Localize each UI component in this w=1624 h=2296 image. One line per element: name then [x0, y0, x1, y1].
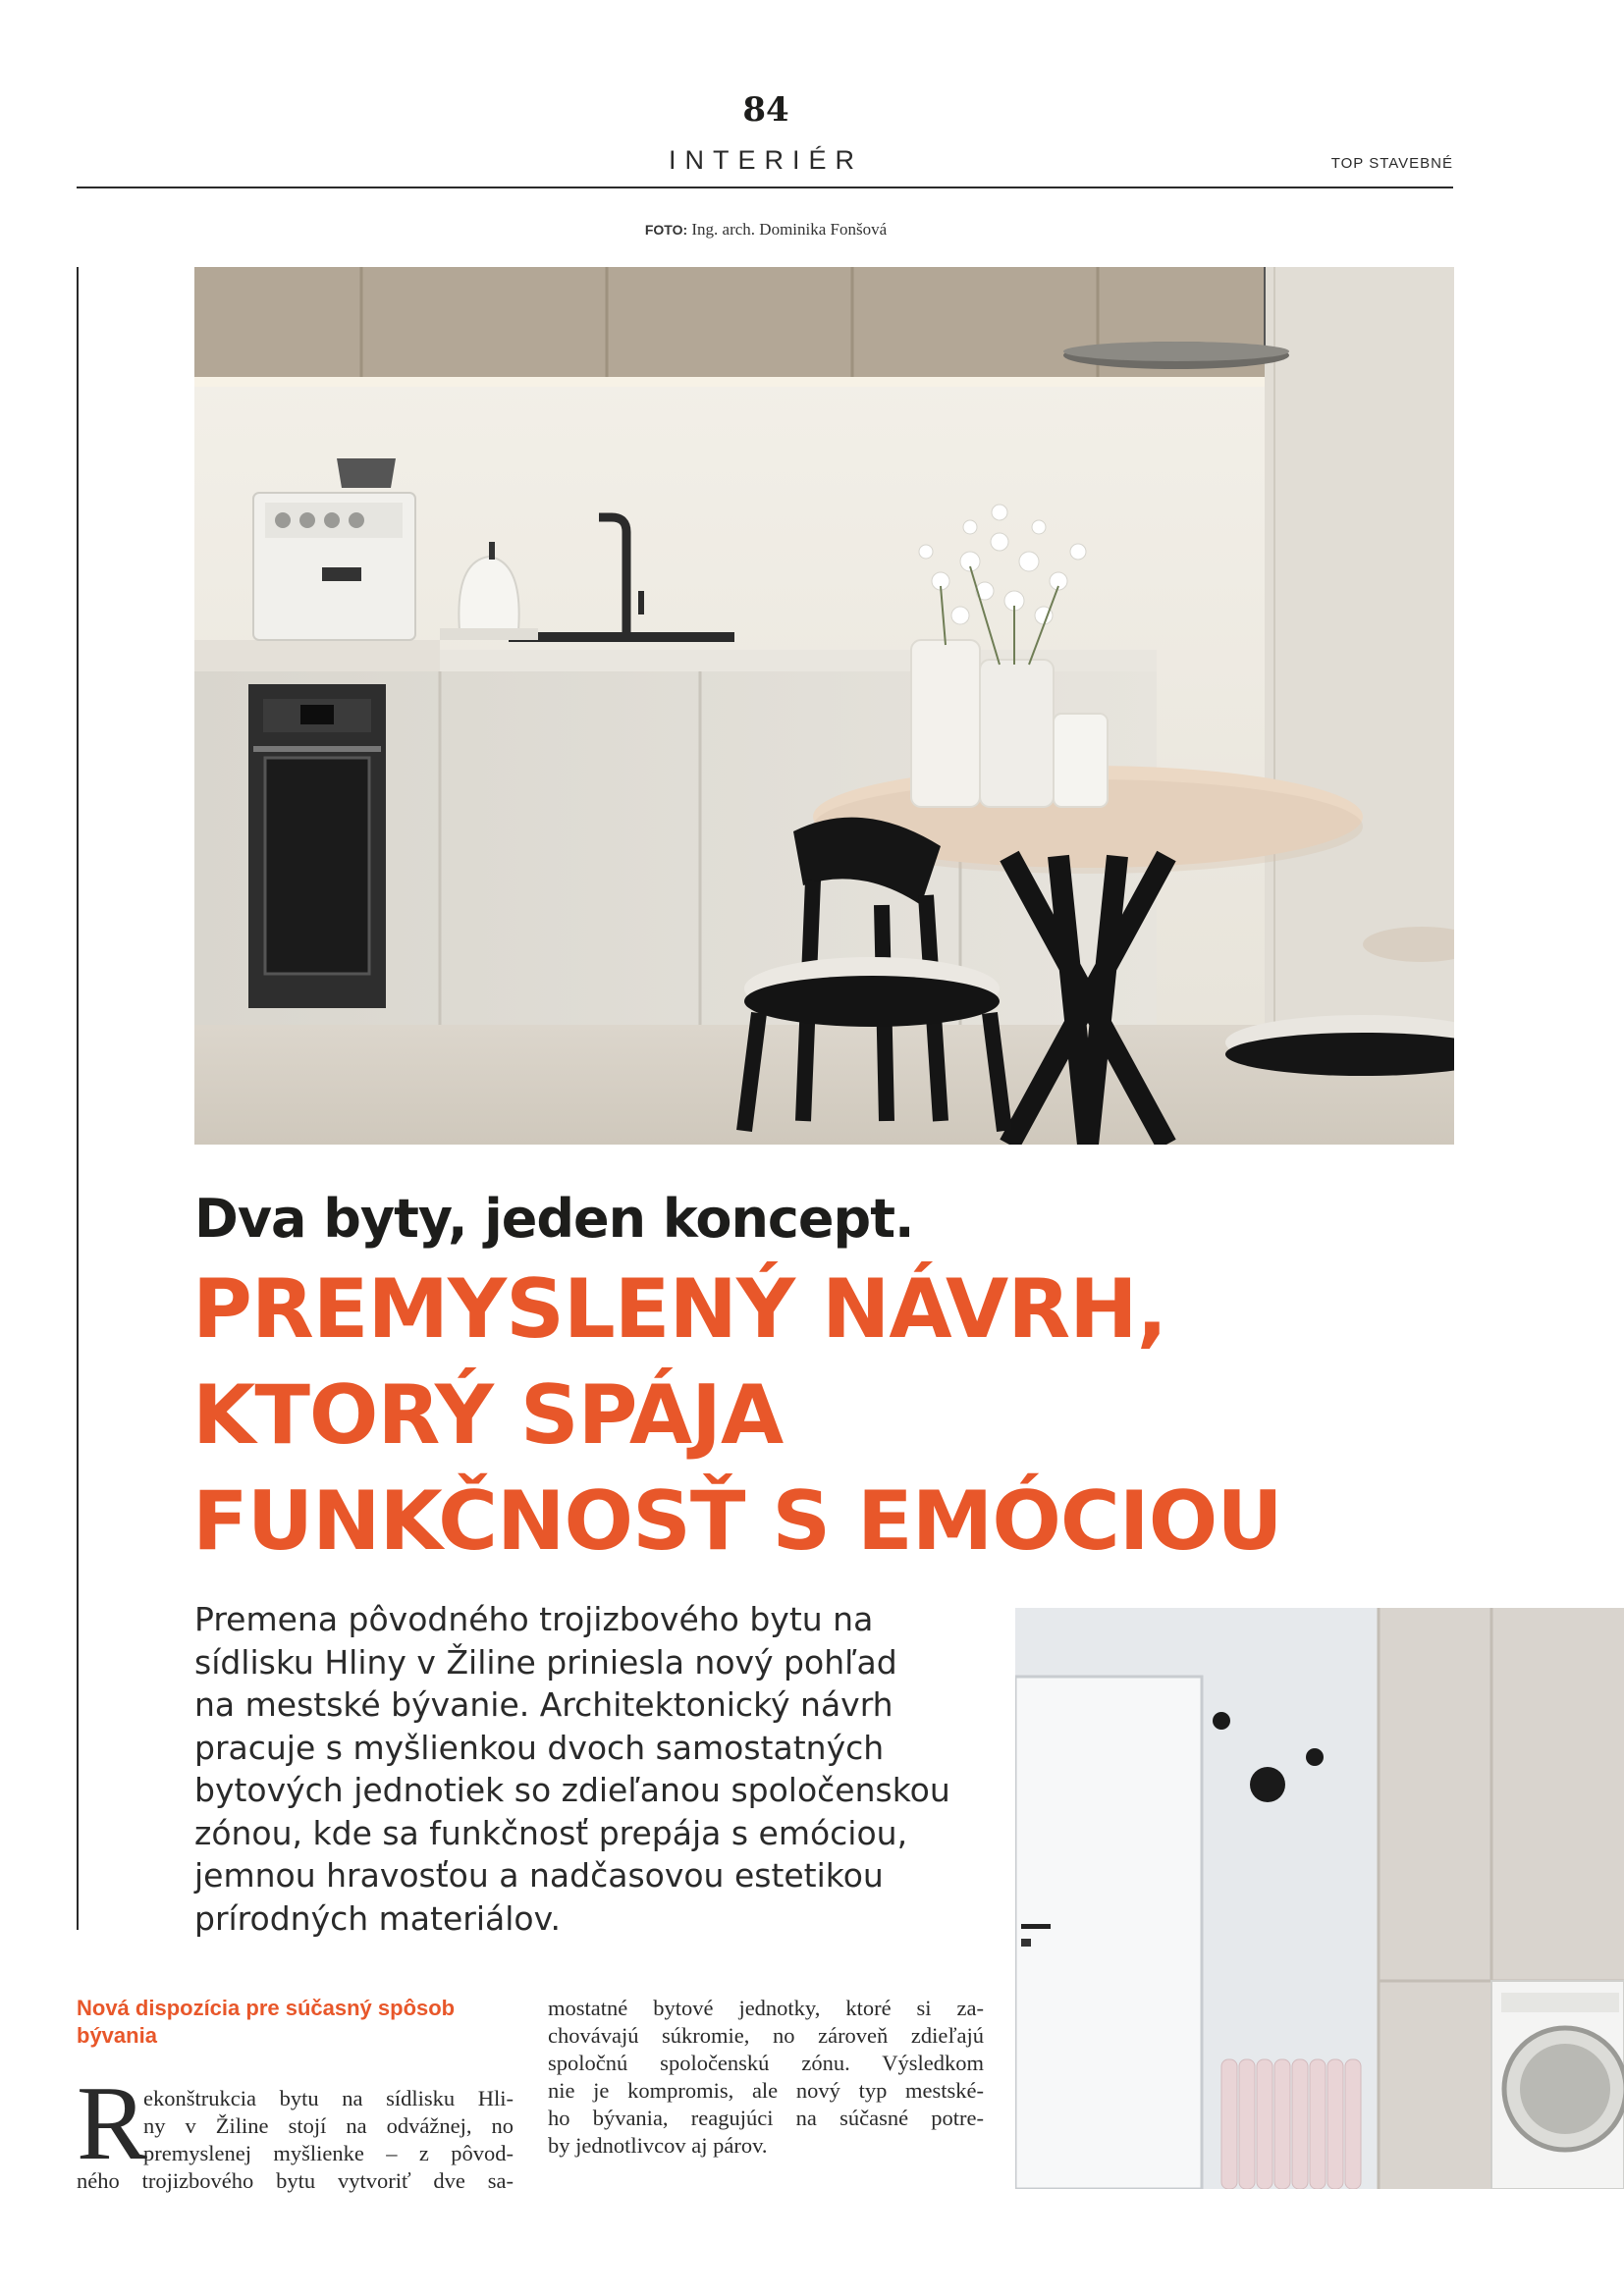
photo-credit-author: Ing. arch. Dominika Fonšová	[691, 220, 888, 239]
photo-credit	[0, 220, 1532, 240]
body-line: spoločnú spoločenskú zónu. Výsledkom	[548, 2051, 984, 2075]
body-line: ného trojizbového bytu vytvoriť dve sa-	[77, 2168, 514, 2193]
body-line: ny v Žiline stojí na odvážnej, no	[143, 2113, 514, 2138]
lead-line: jemnou hravosťou a nadčasovou estetikou	[194, 1856, 884, 1895]
body-line: by jednotlivcov aj párov.	[548, 2133, 768, 2158]
body-column-2	[548, 1995, 984, 2160]
article-kicker: Dva byty, jeden koncept.	[194, 1188, 914, 1250]
page-number: 84	[742, 90, 789, 130]
body-column-1	[77, 2085, 514, 2195]
hallway-photo	[1015, 1608, 1624, 2189]
lead-line: Premena pôvodného trojizbového bytu na	[194, 1600, 874, 1638]
lead-line: prírodných materiálov.	[194, 1898, 562, 1938]
lead-line: zónou, kde sa funkčnosť prepája s emóciou,	[194, 1813, 908, 1852]
body-line: premyslenej myšlienke – z pôvod-	[143, 2141, 514, 2165]
magazine-name: TOP STAVEBNÉ	[1330, 155, 1453, 172]
left-margin-rule	[77, 267, 79, 1930]
body-line: nie je kompromis, ale nový typ mestské-	[548, 2078, 984, 2103]
article-lead	[194, 1598, 1000, 1940]
body-line: ekonštrukcia bytu na sídlisku Hli-	[143, 2086, 514, 2110]
dropcap: R	[77, 2065, 148, 2182]
photo-credit-label: FOTO:	[644, 222, 688, 238]
body-line: mostatné bytové jednotky, ktoré si za-	[548, 1996, 984, 2020]
kitchen-photo	[194, 267, 1454, 1145]
header-divider	[77, 187, 1453, 188]
headline-line: KTORÝ SPÁJA	[192, 1367, 784, 1463]
lead-line: na mestské bývanie. Architektonický návrh	[194, 1685, 893, 1724]
headline-line: PREMYSLENÝ NÁVRH,	[192, 1261, 1167, 1357]
lead-line: bytových jednotiek so zdieľanou spoločenskou	[194, 1771, 950, 1809]
lead-line: pracuje s myšlienkou dvoch samostatných	[194, 1728, 885, 1767]
body-line: ho bývania, reagujúci na súčasné potre-	[548, 2106, 984, 2130]
body-line: chovávajú súkromie, no zároveň zdieľajú	[548, 2023, 984, 2048]
lead-line: sídlisku Hliny v Žiline priniesla nový pohľad	[194, 1642, 897, 1682]
section-title: INTERIÉR	[668, 145, 863, 175]
section-subhead: Nová dispozícia pre súčasný spôsob bývania	[77, 1996, 456, 2048]
headline-line: FUNKČNOSŤ S EMÓCIOU	[192, 1473, 1282, 1569]
article-headline	[192, 1256, 1371, 1575]
